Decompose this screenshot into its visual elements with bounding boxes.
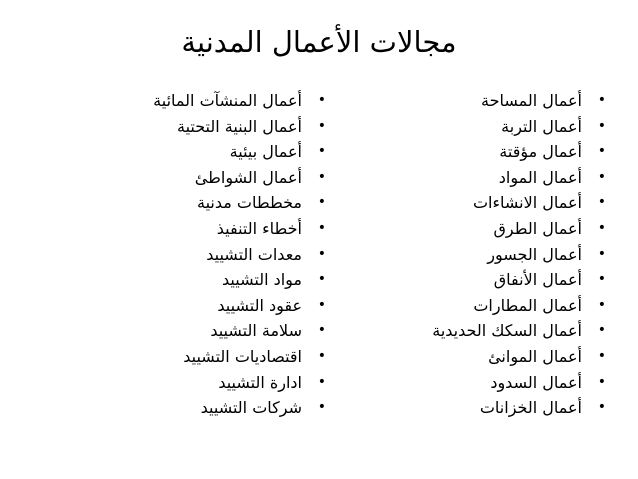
list-item-label: أعمال الطرق bbox=[493, 218, 582, 238]
bullet-icon: • bbox=[317, 117, 326, 134]
list-item bbox=[108, 242, 328, 268]
bullet-icon: • bbox=[597, 271, 606, 288]
list-item-label: أعمال الجسور bbox=[487, 244, 582, 264]
bullet-icon: • bbox=[317, 194, 326, 211]
list-item bbox=[378, 318, 608, 344]
list-item bbox=[378, 165, 608, 191]
list-item bbox=[378, 344, 608, 370]
list-item bbox=[108, 190, 328, 216]
list-item bbox=[108, 216, 328, 242]
bullet-icon: • bbox=[597, 296, 606, 313]
list-item bbox=[108, 165, 328, 191]
list-item-label: أعمال المساحة bbox=[480, 91, 582, 110]
list-item bbox=[108, 267, 328, 293]
bullet-icon: • bbox=[317, 373, 326, 390]
bullet-icon: • bbox=[597, 373, 606, 390]
list-item bbox=[108, 395, 328, 421]
bullet-icon: • bbox=[597, 168, 606, 185]
bullet-icon: • bbox=[597, 219, 606, 236]
list-item-label: أعمال المطارات bbox=[473, 295, 582, 315]
bullet-icon: • bbox=[317, 168, 326, 185]
list-item-label: أعمال الشواطئ bbox=[194, 167, 302, 187]
list-item-label: سلامة التشييد bbox=[210, 321, 302, 341]
bullet-icon: • bbox=[597, 322, 606, 339]
list-item-label: أعمال الخزانات bbox=[479, 398, 582, 418]
bullet-icon: • bbox=[597, 347, 606, 364]
list-item-label: شركات التشييد bbox=[200, 398, 302, 418]
list-item-label: أعمال التربة bbox=[501, 116, 582, 136]
list-item bbox=[108, 139, 328, 165]
bullet-icon: • bbox=[317, 271, 326, 288]
slide-title: مجالات الأعمال المدنية bbox=[181, 25, 457, 59]
list-item bbox=[108, 293, 328, 319]
list-item-label: أعمال بيئية bbox=[229, 142, 302, 162]
bullet-icon: • bbox=[597, 117, 606, 134]
bullet-icon: • bbox=[317, 399, 326, 416]
list-item-label: أعمال المواد bbox=[498, 167, 582, 187]
list-item-label: أعمال البنية التحتية bbox=[176, 116, 302, 136]
list-item-label: ادارة التشييد bbox=[218, 372, 302, 392]
list-item bbox=[108, 344, 328, 370]
bullet-icon: • bbox=[317, 245, 326, 262]
bullet-icon: • bbox=[597, 92, 606, 108]
list-item-label: أعمال الأنفاق bbox=[493, 270, 582, 290]
list-item bbox=[378, 267, 608, 293]
list-item bbox=[378, 190, 608, 216]
list-item-label: أعمال السدود bbox=[490, 372, 582, 392]
bullet-icon: • bbox=[597, 399, 606, 416]
bullet-icon: • bbox=[317, 219, 326, 236]
bullet-icon: • bbox=[597, 194, 606, 211]
list-item-label: أعمال الانشاءات bbox=[472, 193, 582, 213]
bullet-icon: • bbox=[317, 347, 326, 364]
list-item bbox=[108, 88, 328, 114]
bullet-icon: • bbox=[317, 296, 326, 313]
bullet-icon: • bbox=[597, 143, 606, 160]
bullet-list-right bbox=[378, 88, 608, 421]
list-item-label: معدات التشييد bbox=[206, 244, 302, 264]
bullet-list-left bbox=[108, 88, 328, 421]
list-item bbox=[378, 370, 608, 396]
list-item-label: أعمال المنشآت المائية bbox=[153, 91, 302, 110]
list-item bbox=[378, 88, 608, 114]
list-item bbox=[108, 318, 328, 344]
list-item-label: أعمال الموانئ bbox=[488, 346, 582, 366]
list-item-label: أعمال مؤقتة bbox=[499, 142, 582, 162]
bullet-icon: • bbox=[317, 143, 326, 160]
list-item-label: أخطاء التنفيذ bbox=[216, 218, 302, 238]
list-item bbox=[378, 293, 608, 319]
list-item-label: مواد التشييد bbox=[222, 270, 302, 290]
list-item-label: مخططات مدنية bbox=[197, 193, 302, 213]
list-item-label: عقود التشييد bbox=[217, 295, 302, 315]
bullet-icon: • bbox=[317, 322, 326, 339]
list-item bbox=[108, 114, 328, 140]
list-item bbox=[378, 242, 608, 268]
list-item bbox=[108, 370, 328, 396]
list-item bbox=[378, 139, 608, 165]
bullet-icon: • bbox=[597, 245, 606, 262]
bullet-icon: • bbox=[317, 92, 326, 108]
list-item bbox=[378, 395, 608, 421]
list-item-label: أعمال السكك الحديدية bbox=[432, 321, 582, 341]
list-item-label: اقتصاديات التشييد bbox=[183, 346, 302, 366]
list-item bbox=[378, 216, 608, 242]
list-item bbox=[378, 114, 608, 140]
